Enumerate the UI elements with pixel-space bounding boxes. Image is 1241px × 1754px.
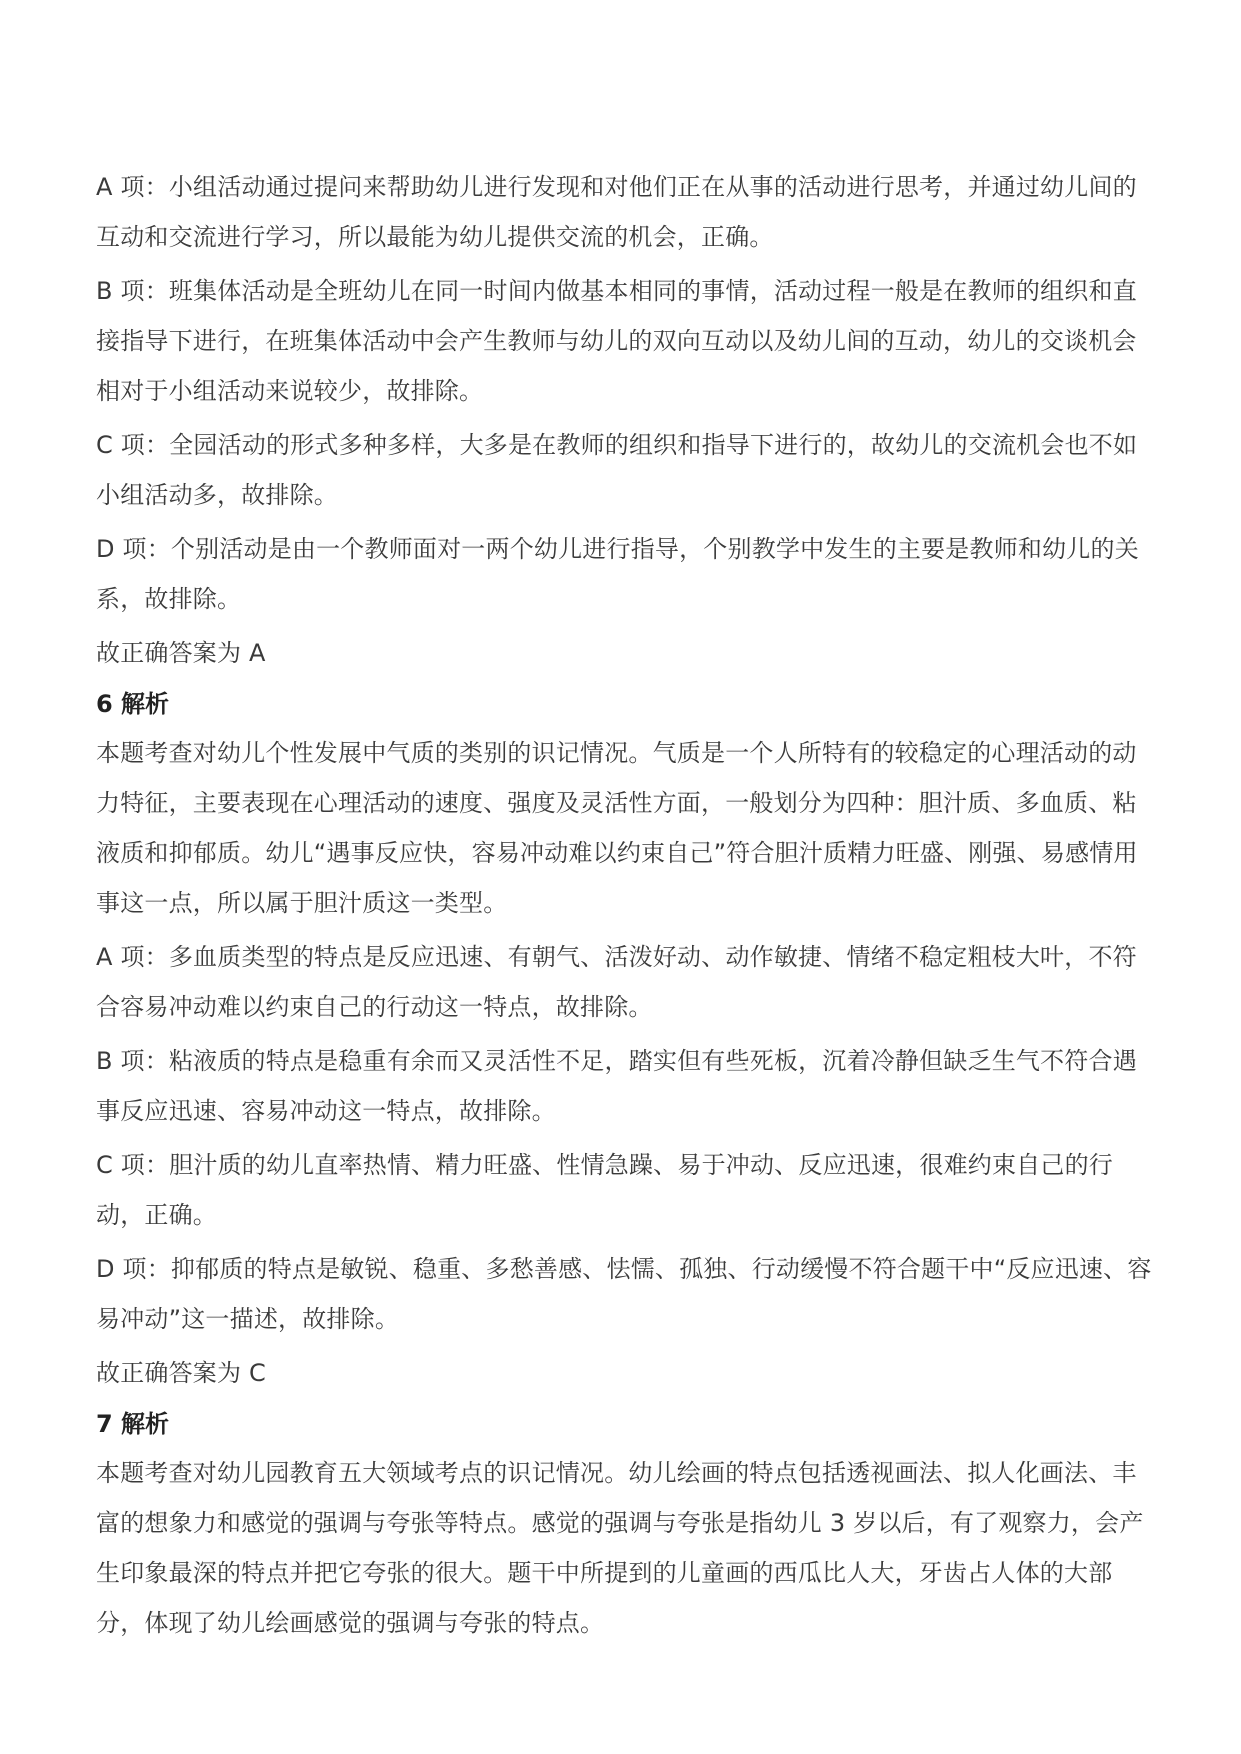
section-heading-7: 7 解析 [96,1410,170,1438]
option-c-paragraph: C 项：胆汁质的幼儿直率热情、精力旺盛、性情急躁、易于冲动、反应迅速，很难约束自己的行动，正确。 [96,1151,1113,1229]
analysis-paragraph-6: 本题考查对幼儿个性发展中气质的类别的识记情况。气质是一个人所特有的较稳定的心理活动的动力特征，主要表现在心理活动的速度、强度及灵活性方面，一般划分为四种：胆汁质、多血质、粘液质和抑郁质。幼儿“遇事反应快，容易冲动难以约束自己”符合胆汁质精力旺盛、刚强、易感情用事这一点，所以属于胆汁质这一类型。 [96,739,1138,917]
option-b-paragraph: B 项：粘液质的特点是稳重有余而又灵活性不足，踏实但有些死板，沉着冷静但缺乏生气不符合遇事反应迅速、容易冲动这一特点，故排除。 [96,1047,1137,1125]
document-page [96,162,1156,1652]
answer-line: 故正确答案为 C [96,1359,266,1387]
option-a-paragraph: A 项：小组活动通过提问来帮助幼儿进行发现和对他们正在从事的活动进行思考，并通过幼儿间的互动和交流进行学习，所以最能为幼儿提供交流的机会，正确。 [96,173,1137,251]
option-c-paragraph: C 项：全园活动的形式多种多样，大多是在教师的组织和指导下进行的，故幼儿的交流机会也不如小组活动多，故排除。 [96,431,1138,509]
option-a-paragraph: A 项：多血质类型的特点是反应迅速、有朝气、活泼好动、动作敏捷、情绪不稳定粗枝大叶，不符合容易冲动难以约束自己的行动这一特点，故排除。 [96,943,1137,1021]
analysis-paragraph-7: 本题考查对幼儿园教育五大领域考点的识记情况。幼儿绘画的特点包括透视画法、拟人化画法、丰富的想象力和感觉的强调与夸张等特点。感觉的强调与夸张是指幼儿 3 岁以后，有了观察力，会产生印象最深的特点并把它夸张的很大。题干中所提到的儿童画的西瓜比人大，牙齿占人体的大部分，体现了幼儿绘画感觉的强调与夸张的特点。 [96,1459,1144,1637]
section-heading-6: 6 解析 [96,690,170,718]
answer-line: 故正确答案为 A [96,639,266,667]
option-b-paragraph: B 项：班集体活动是全班幼儿在同一时间内做基本相同的事情，活动过程一般是在教师的组织和直接指导下进行，在班集体活动中会产生教师与幼儿的双向互动以及幼儿间的互动，幼儿的交谈机会相对于小组活动来说较少，故排除。 [96,277,1137,405]
option-d-paragraph: D 项：抑郁质的特点是敏锐、稳重、多愁善感、怯懦、孤独、行动缓慢不符合题干中“反应迅速、容易冲动”这一描述，故排除。 [96,1255,1152,1333]
option-d-paragraph: D 项：个别活动是由一个教师面对一两个幼儿进行指导，个别教学中发生的主要是教师和幼儿的关系，故排除。 [96,535,1139,613]
